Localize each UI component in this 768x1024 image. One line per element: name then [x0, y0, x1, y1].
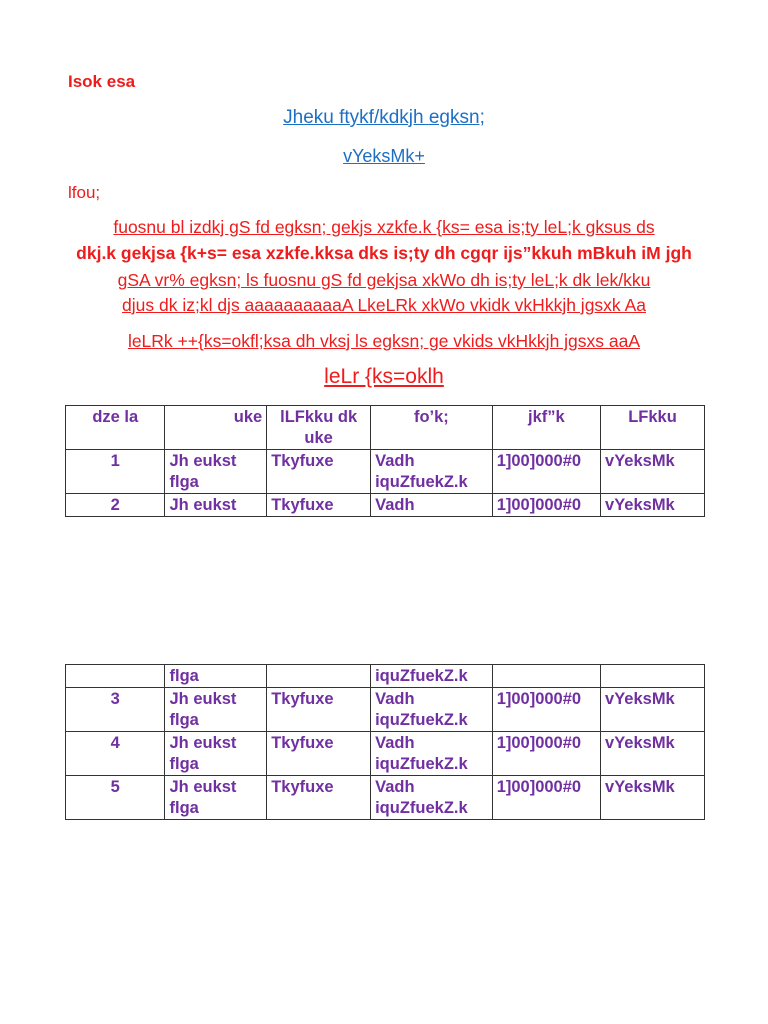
body-line: gSA vr% egksn; ls fuosnu gS fd gekjsa xkWo dh is;ty leL;k dk lek/kku	[117, 270, 651, 290]
table-cell: 1]00]000#0	[492, 450, 600, 494]
table-cell	[267, 665, 371, 688]
table-cell	[601, 665, 705, 688]
table-cell: 2	[66, 494, 165, 517]
table-cell: vYeksMk	[601, 450, 705, 494]
table-cell	[66, 665, 165, 688]
body-line: fuosnu bl izdkj gS fd egksn; gekjs xzkfe.k {ks= esa is;ty leL;k gksus ds	[113, 217, 655, 237]
table-cell: Tkyfuxe	[267, 688, 371, 732]
body-line: dkj.k gekjsa {k+s= esa xzkfe.kksa dks is;ty dh cgqr ijs”kkuh mBkuh iM jgh	[76, 243, 692, 263]
table-cell: Vadh	[371, 494, 493, 517]
table-cell: vYeksMk	[601, 688, 705, 732]
table-cell: Jh eukst flga	[165, 732, 267, 776]
body-line: djus dk iz;kl djs aaaaaaaaaaA LkeLRk xkWo vkidk vkHkkjh jgsxk Aa	[122, 295, 646, 315]
body-line: leLRk ++{ks=okfl;ksa dh vksj ls egksn; ge vkids vkHkkjh jgsxs aaA	[127, 331, 641, 351]
table-cell: 1]00]000#0	[492, 776, 600, 820]
header-cell: lLFkku dk uke	[267, 406, 371, 450]
table-row	[66, 450, 705, 494]
signatories-table-continued	[65, 664, 705, 820]
table-cell: 1]00]000#0	[492, 732, 600, 776]
table-cell: 1]00]000#0	[492, 688, 600, 732]
table-cell: Jh eukst flga	[165, 776, 267, 820]
table-cell: 5	[66, 776, 165, 820]
table-cell: Tkyfuxe	[267, 494, 371, 517]
table-cell: 4	[66, 732, 165, 776]
salutation: lfou;	[68, 183, 101, 202]
header-cell: jkf”k	[492, 406, 600, 450]
table-cell: Vadh iquZfuekZ.k	[371, 688, 493, 732]
table-row	[66, 776, 705, 820]
table-cell: Tkyfuxe	[267, 732, 371, 776]
header-cell: LFkku	[601, 406, 705, 450]
table-cell: vYeksMk	[601, 776, 705, 820]
table-cell: Tkyfuxe	[267, 776, 371, 820]
table-cell: 1	[66, 450, 165, 494]
table-cell: Tkyfuxe	[267, 450, 371, 494]
sender-line: Isok esa	[68, 72, 136, 91]
table-cell	[492, 665, 600, 688]
table-cell: 3	[66, 688, 165, 732]
header-cell: fo’k;	[371, 406, 493, 450]
table-cell: Vadh iquZfuekZ.k	[371, 776, 493, 820]
table-cell: vYeksMk	[601, 494, 705, 517]
table-row	[66, 665, 705, 688]
recipient-heading: Jheku ftykf/kdkjh egksn;	[283, 107, 485, 128]
table-cell: Jh eukst	[165, 494, 267, 517]
table-cell: vYeksMk	[601, 732, 705, 776]
location-heading: vYeksMk+	[343, 146, 425, 166]
table-cell: Jh eukst flga	[165, 450, 267, 494]
table-cell: Vadh iquZfuekZ.k	[371, 450, 493, 494]
table-cell: Jh eukst flga	[165, 688, 267, 732]
table-row	[66, 494, 705, 517]
table-row	[66, 688, 705, 732]
table-header-row	[66, 406, 705, 450]
table-cell: iquZfuekZ.k	[371, 665, 493, 688]
table-cell: flga	[165, 665, 267, 688]
table-cell: 1]00]000#0	[492, 494, 600, 517]
signatories-table	[65, 405, 705, 517]
table-cell: Vadh iquZfuekZ.k	[371, 732, 493, 776]
list-title: leLr {ks=oklh	[324, 365, 444, 388]
header-cell: dze la	[66, 406, 165, 450]
header-cell: uke	[165, 406, 267, 450]
table-row	[66, 732, 705, 776]
